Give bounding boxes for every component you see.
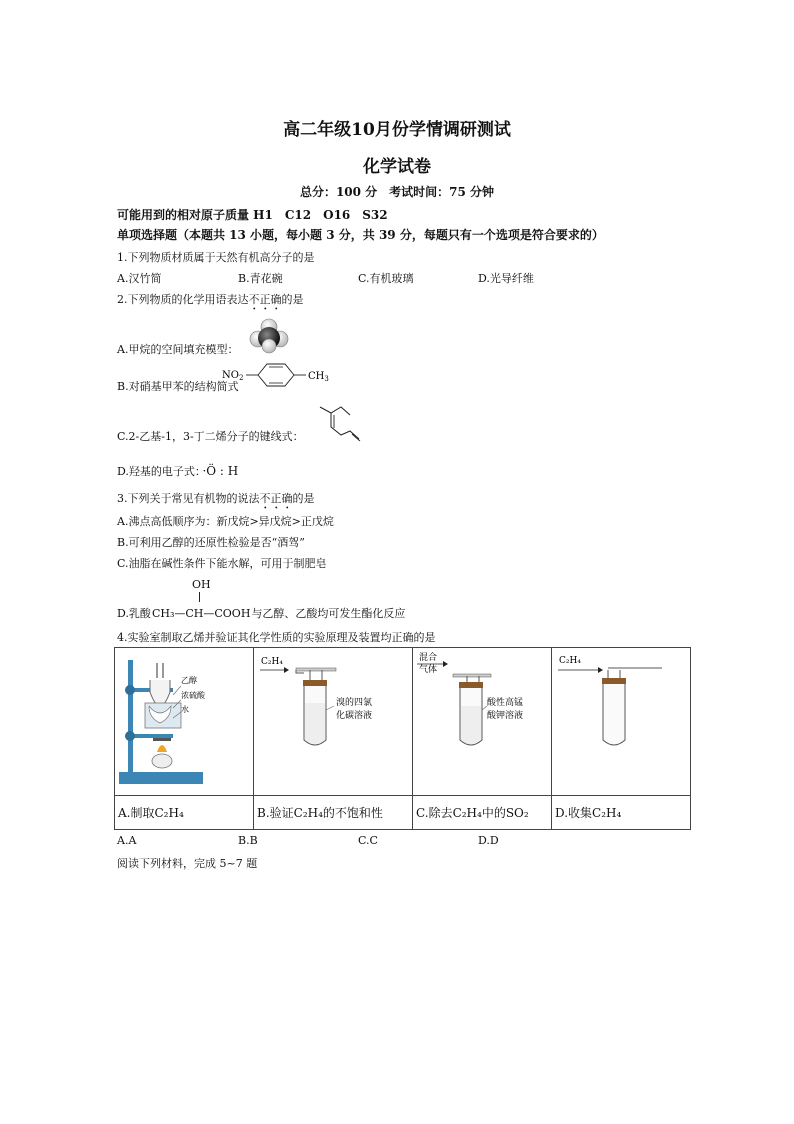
svg-text:气体: 气体 <box>419 665 438 675</box>
no2-label: $NO_2$ <box>222 370 244 382</box>
atomic-masses: 可能用到的相对原子质量 H1 C12 O16 S32 <box>117 208 388 222</box>
lactic-acid-oh: OH <box>192 578 211 591</box>
caption-c: C.除去C₂H₄中的SO₂ <box>413 796 552 830</box>
svg-text:酸性高锰: 酸性高锰 <box>487 698 524 708</box>
q2-option-d: D.羟基的电子式： ·Ö : H <box>117 464 239 478</box>
svg-text:C₂H₄: C₂H₄ <box>261 657 283 667</box>
svg-text:混合: 混合 <box>419 653 438 663</box>
ch3-label: $CH_3$ <box>308 371 329 383</box>
score-info: 总分：100 分 考试时间：75 分钟 <box>299 185 495 199</box>
hydroxyl-electron-formula: ·Ö : H <box>202 464 239 478</box>
svg-text:C₂H₄: C₂H₄ <box>559 656 581 666</box>
q3-option-b: B.可利用乙醇的还原性检验是否“酒驾” <box>117 536 305 549</box>
svg-text:化碳溶液: 化碳溶液 <box>336 711 373 721</box>
caption-a: A.制取C₂H₄ <box>115 796 254 830</box>
skeletal-formula-figure <box>315 403 365 443</box>
kmno4-test-tube-figure <box>413 648 551 791</box>
q4-option-a: A.A <box>117 834 137 847</box>
svg-text:水: 水 <box>181 705 189 714</box>
q4-apparatus-table <box>114 647 691 830</box>
ethylene-generator-figure <box>115 648 253 791</box>
apparatus-c-cell <box>413 648 552 796</box>
q1-option-c: C.有机玻璃 <box>358 272 414 285</box>
q1-option-a: A.汉竹简 <box>117 272 162 285</box>
q3-option-d: D.乳酸CH₃—CH—COOH与乙醇、乙酸均可发生酯化反应 <box>117 607 406 620</box>
q4-option-d: D.D <box>478 834 499 847</box>
methane-model-figure <box>249 316 289 356</box>
q3-option-a: A.沸点高低顺序为：新戊烷>异戊烷>正戊烷 <box>117 515 334 528</box>
svg-text:乙醇: 乙醇 <box>181 676 197 685</box>
svg-text:酸钾溶液: 酸钾溶液 <box>487 711 524 721</box>
q2-option-b: B.对硝基甲苯的结构简式 <box>117 380 239 393</box>
q4-option-b: B.B <box>238 834 258 847</box>
reading-instruction: 阅读下列材料，完成 5~7 题 <box>117 857 258 870</box>
exam-title: 高二年级10月份学情调研测试 <box>283 120 511 140</box>
caption-d: D.收集C₂H₄ <box>552 796 691 830</box>
lactic-acid-formula: CH₃—CH—COOH <box>151 607 251 620</box>
q2-option-a: A.甲烷的空间填充模型： <box>117 343 239 356</box>
apparatus-d-cell <box>552 648 691 796</box>
q4-stem: 4.实验室制取乙烯并验证其化学性质的实验原理及装置均正确的是 <box>117 631 436 644</box>
svg-text:浓硫酸: 浓硫酸 <box>181 691 205 700</box>
svg-text:溴的四氯: 溴的四氯 <box>336 698 373 708</box>
caption-b: B.验证C₂H₄的不饱和性 <box>254 796 413 830</box>
q3-option-c: C.油脂在碱性条件下能水解，可用于制肥皂 <box>117 557 327 570</box>
section-heading: 单项选择题（本题共 13 小题，每小题 3 分，共 39 分，每题只有一个选项是符合要求的） <box>117 228 604 242</box>
q2-stem: 2.下列物质的化学用语表达不正确的是 <box>117 293 304 306</box>
q1-option-d: D.光导纤维 <box>478 272 534 285</box>
exam-subtitle: 化学试卷 <box>363 157 431 177</box>
q1-option-b: B.青花碗 <box>238 272 283 285</box>
q3-stem: 3.下列关于常见有机物的说法不正确的是 <box>117 492 315 505</box>
q1-stem: 1.下列物质材质属于天然有机高分子的是 <box>117 251 315 264</box>
nitrotoluene-structure <box>222 360 352 392</box>
lactic-acid-bond <box>199 592 200 602</box>
gas-collection-figure <box>552 648 690 791</box>
q2-option-c: C.2-乙基-1，3-丁二烯分子的键线式： <box>117 430 304 443</box>
apparatus-b-cell <box>254 648 413 796</box>
apparatus-a-cell <box>115 648 254 796</box>
bromine-test-tube-figure <box>254 648 412 791</box>
q4-option-c: C.C <box>358 834 378 847</box>
